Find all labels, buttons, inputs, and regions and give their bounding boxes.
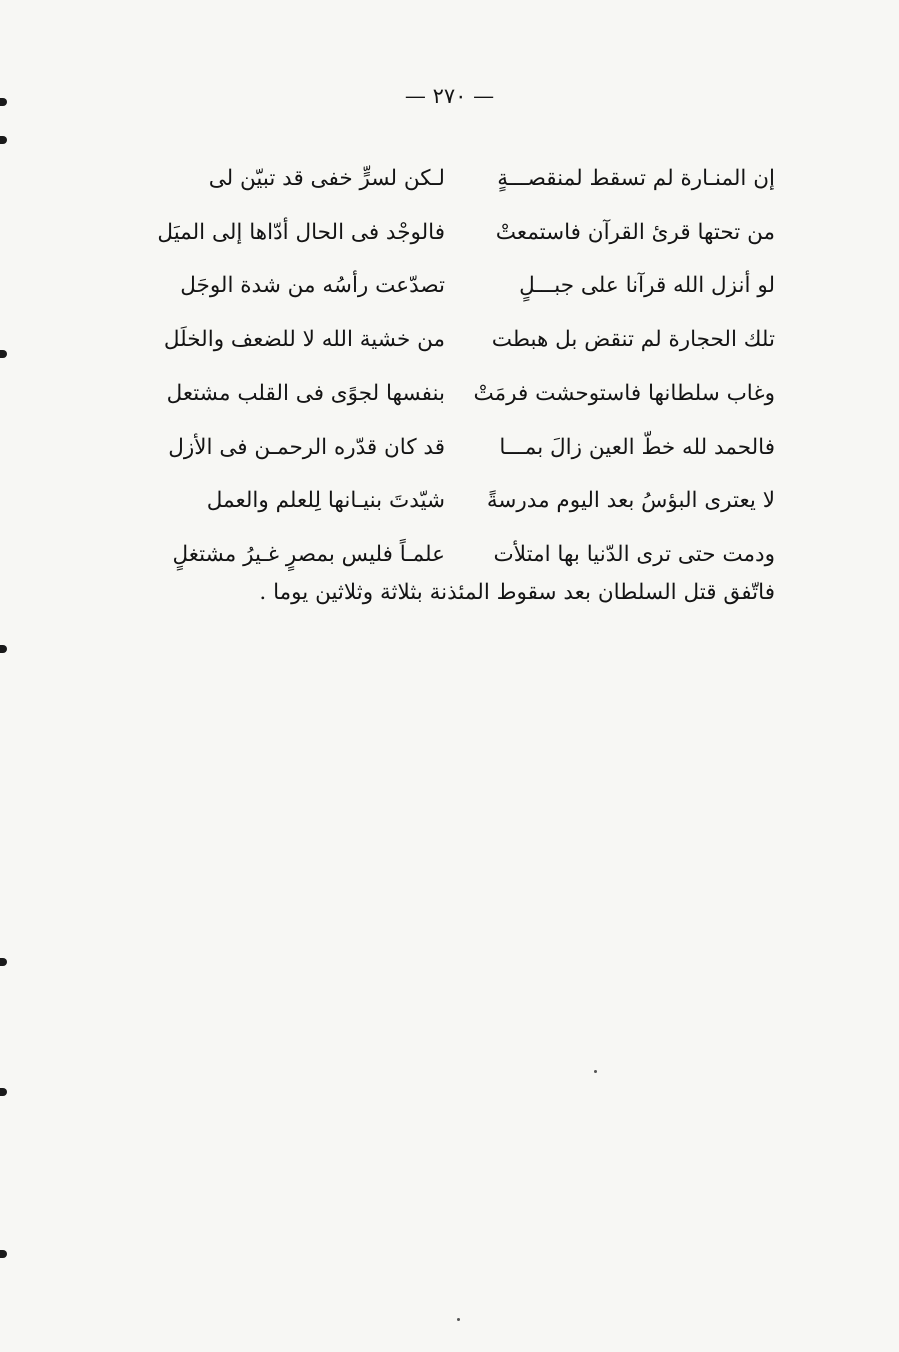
verse-4 bbox=[165, 313, 775, 367]
prose-line: فاتّفق قتل السلطان بعد سقوط المئذنة بثلاثة وثلاثين يوما . bbox=[259, 580, 775, 605]
verse-5 bbox=[165, 367, 775, 421]
hemistich-first: إن المنـارة لم تسقط لمنقصـــةٍ bbox=[497, 166, 775, 192]
scan-mark bbox=[0, 136, 7, 144]
hemistich-second: قد كان قدّره الرحمـن فى الأزل bbox=[168, 434, 445, 460]
hemistich-first: وغاب سلطانها فاستوحشت فرمَتْ bbox=[473, 380, 775, 406]
hemistich-second: فالوجْد فى الحال أدّاها إلى الميَل bbox=[157, 219, 445, 245]
hemistich-first: تلك الحجارة لم تنقض بل هبطت bbox=[491, 327, 775, 353]
hemistich-first: من تحتها قرئ القرآن فاستمعتْ bbox=[495, 219, 775, 245]
scan-mark bbox=[0, 1250, 7, 1258]
verse-6 bbox=[165, 420, 775, 474]
hemistich-second: تصدّعت رأسُه من شدة الوجَل bbox=[180, 273, 445, 299]
scan-mark bbox=[0, 350, 7, 358]
scan-mark bbox=[0, 645, 7, 653]
scan-mark bbox=[0, 958, 7, 966]
verse-8 bbox=[165, 528, 775, 582]
hemistich-first: فالحمد لله خطّ العين زالَ بمـــا bbox=[499, 434, 775, 460]
verse-7 bbox=[165, 474, 775, 528]
scan-speck bbox=[457, 1318, 460, 1321]
poem bbox=[157, 152, 775, 582]
verse-2 bbox=[157, 206, 775, 260]
hemistich-second: شيّدتَ بنيـانها لِلعلم والعمل bbox=[206, 488, 445, 514]
hemistich-second: بنفسها لجوًى فى القلب مشتعل bbox=[166, 380, 445, 406]
hemistich-first: ودمت حتى ترى الدّنيا بها امتلأت bbox=[493, 541, 775, 567]
scan-speck bbox=[594, 1070, 597, 1073]
hemistich-second: من خشية الله لا للضعف والخلَل bbox=[163, 327, 445, 353]
hemistich-first: لو أنزل الله قرآنا على جبـــلٍ bbox=[519, 273, 775, 299]
hemistich-second: علمـاً فليس بمصرٍ غـيرُ مشتغلٍ bbox=[172, 541, 445, 567]
verse-1 bbox=[165, 152, 775, 206]
scan-mark bbox=[0, 1088, 7, 1096]
hemistich-second: لـكن لسرٍّ خفى قد تبيّن لى bbox=[208, 166, 445, 192]
verse-3 bbox=[165, 259, 775, 313]
hemistich-first: لا يعترى البؤسُ بعد اليوم مدرسةً bbox=[486, 488, 775, 514]
page-number: — ٢٧٠ — bbox=[404, 84, 495, 108]
